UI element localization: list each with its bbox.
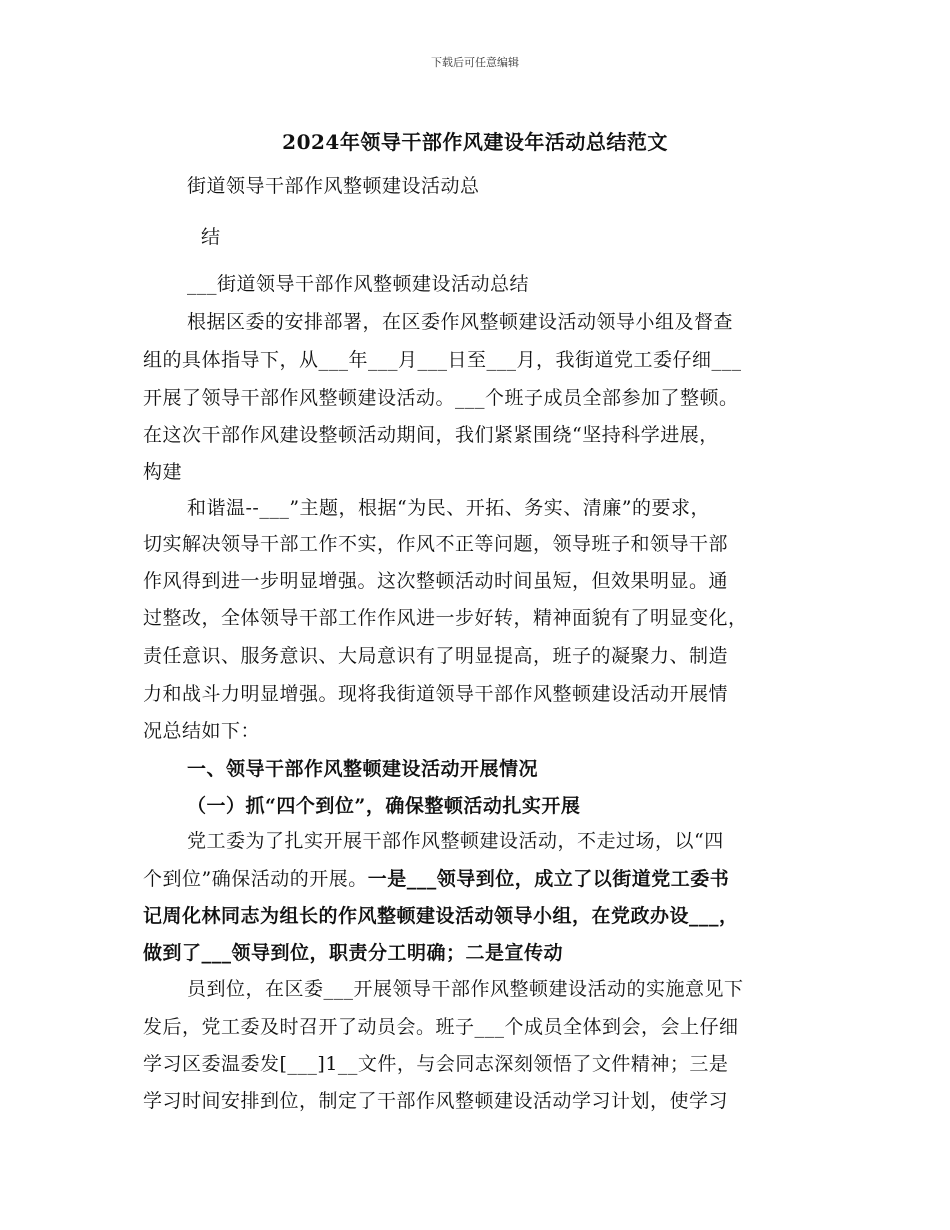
para4-line-2: 发后，党工委及时召开了动员会。班子___个成员全体到会，会上仔细 bbox=[143, 1016, 739, 1038]
para3-line-4: 做到了___领导到位，职责分工明确；二是宣传动 bbox=[143, 942, 564, 964]
subtitle-line-1: 街道领导干部作风整顿建设活动总 bbox=[187, 175, 480, 197]
para2-line-4: 过整改，全体领导干部工作作风进一步好转，精神面貌有了明显变化， bbox=[143, 607, 748, 629]
document-title: 2024年领导干部作风建设年活动总结范文 bbox=[282, 130, 668, 154]
para3-line-3: 记周化林同志为组长的作风整顿建设活动领导小组，在党政办设___， bbox=[143, 905, 739, 927]
para2-line-5: 责任意识、服务意识、大局意识有了明显提高，班子的凝聚力、制造 bbox=[143, 645, 729, 667]
para4-line-1: 员到位，在区委___开展领导干部作风整顿建设活动的实施意见下 bbox=[187, 978, 744, 1000]
subtitle-line-2: 结 bbox=[201, 226, 221, 248]
para3-line-2-normal: 个到位”确保活动的开展。 bbox=[143, 868, 368, 890]
para2-line-3: 作风得到进一步明显增强。这次整顿活动时间虽短，但效果明显。通 bbox=[143, 570, 729, 592]
para2-line-2: 切实解决领导干部工作不实，作风不正等问题，领导班子和领导干部 bbox=[143, 533, 729, 555]
para1-line-1: 根据区委的安排部署，在区委作风整顿建设活动领导小组及督查 bbox=[187, 311, 734, 333]
section-1-heading: 一、领导干部作风整顿建设活动开展情况 bbox=[187, 758, 539, 780]
para1-line-4: 在这次干部作风建设整顿活动期间，我们紧紧围绕“坚持科学进展， bbox=[143, 424, 719, 446]
intro-heading: ___街道领导干部作风整顿建设活动总结 bbox=[187, 273, 530, 295]
para3-line-2-bold: 一是___领导到位，成立了以街道党工委书 bbox=[367, 868, 730, 890]
para2-line-1: 和谐温--___”主题，根据“为民、开拓、务实、清廉”的要求， bbox=[187, 497, 710, 519]
subsection-1-heading: （一）抓“四个到位”，确保整顿活动扎实开展 bbox=[187, 795, 581, 817]
para2-line-6: 力和战斗力明显增强。现将我街道领导干部作风整顿建设活动开展情 bbox=[143, 683, 729, 705]
para2-line-7: 况总结如下： bbox=[143, 720, 261, 742]
para1-line-5: 构建 bbox=[143, 461, 183, 483]
para1-line-3: 开展了领导干部作风整顿建设活动。___个班子成员全部参加了整顿。 bbox=[143, 387, 739, 409]
para4-line-3: 学习区委温委发[___]1__文件，与会同志深刻领悟了文件精神；三是 bbox=[143, 1053, 729, 1075]
para3-line-2 bbox=[143, 868, 729, 890]
para3-line-1: 党工委为了扎实开展干部作风整顿建设活动，不走过场，以“四 bbox=[187, 830, 724, 852]
header-note: 下载后可任意编辑 bbox=[431, 56, 519, 69]
para1-line-2: 组的具体指导下，从___年___月___日至___月，我街道党工委仔细___ bbox=[143, 349, 742, 371]
para4-line-4: 学习时间安排到位，制定了干部作风整顿建设活动学习计划，使学习 bbox=[143, 1090, 729, 1112]
